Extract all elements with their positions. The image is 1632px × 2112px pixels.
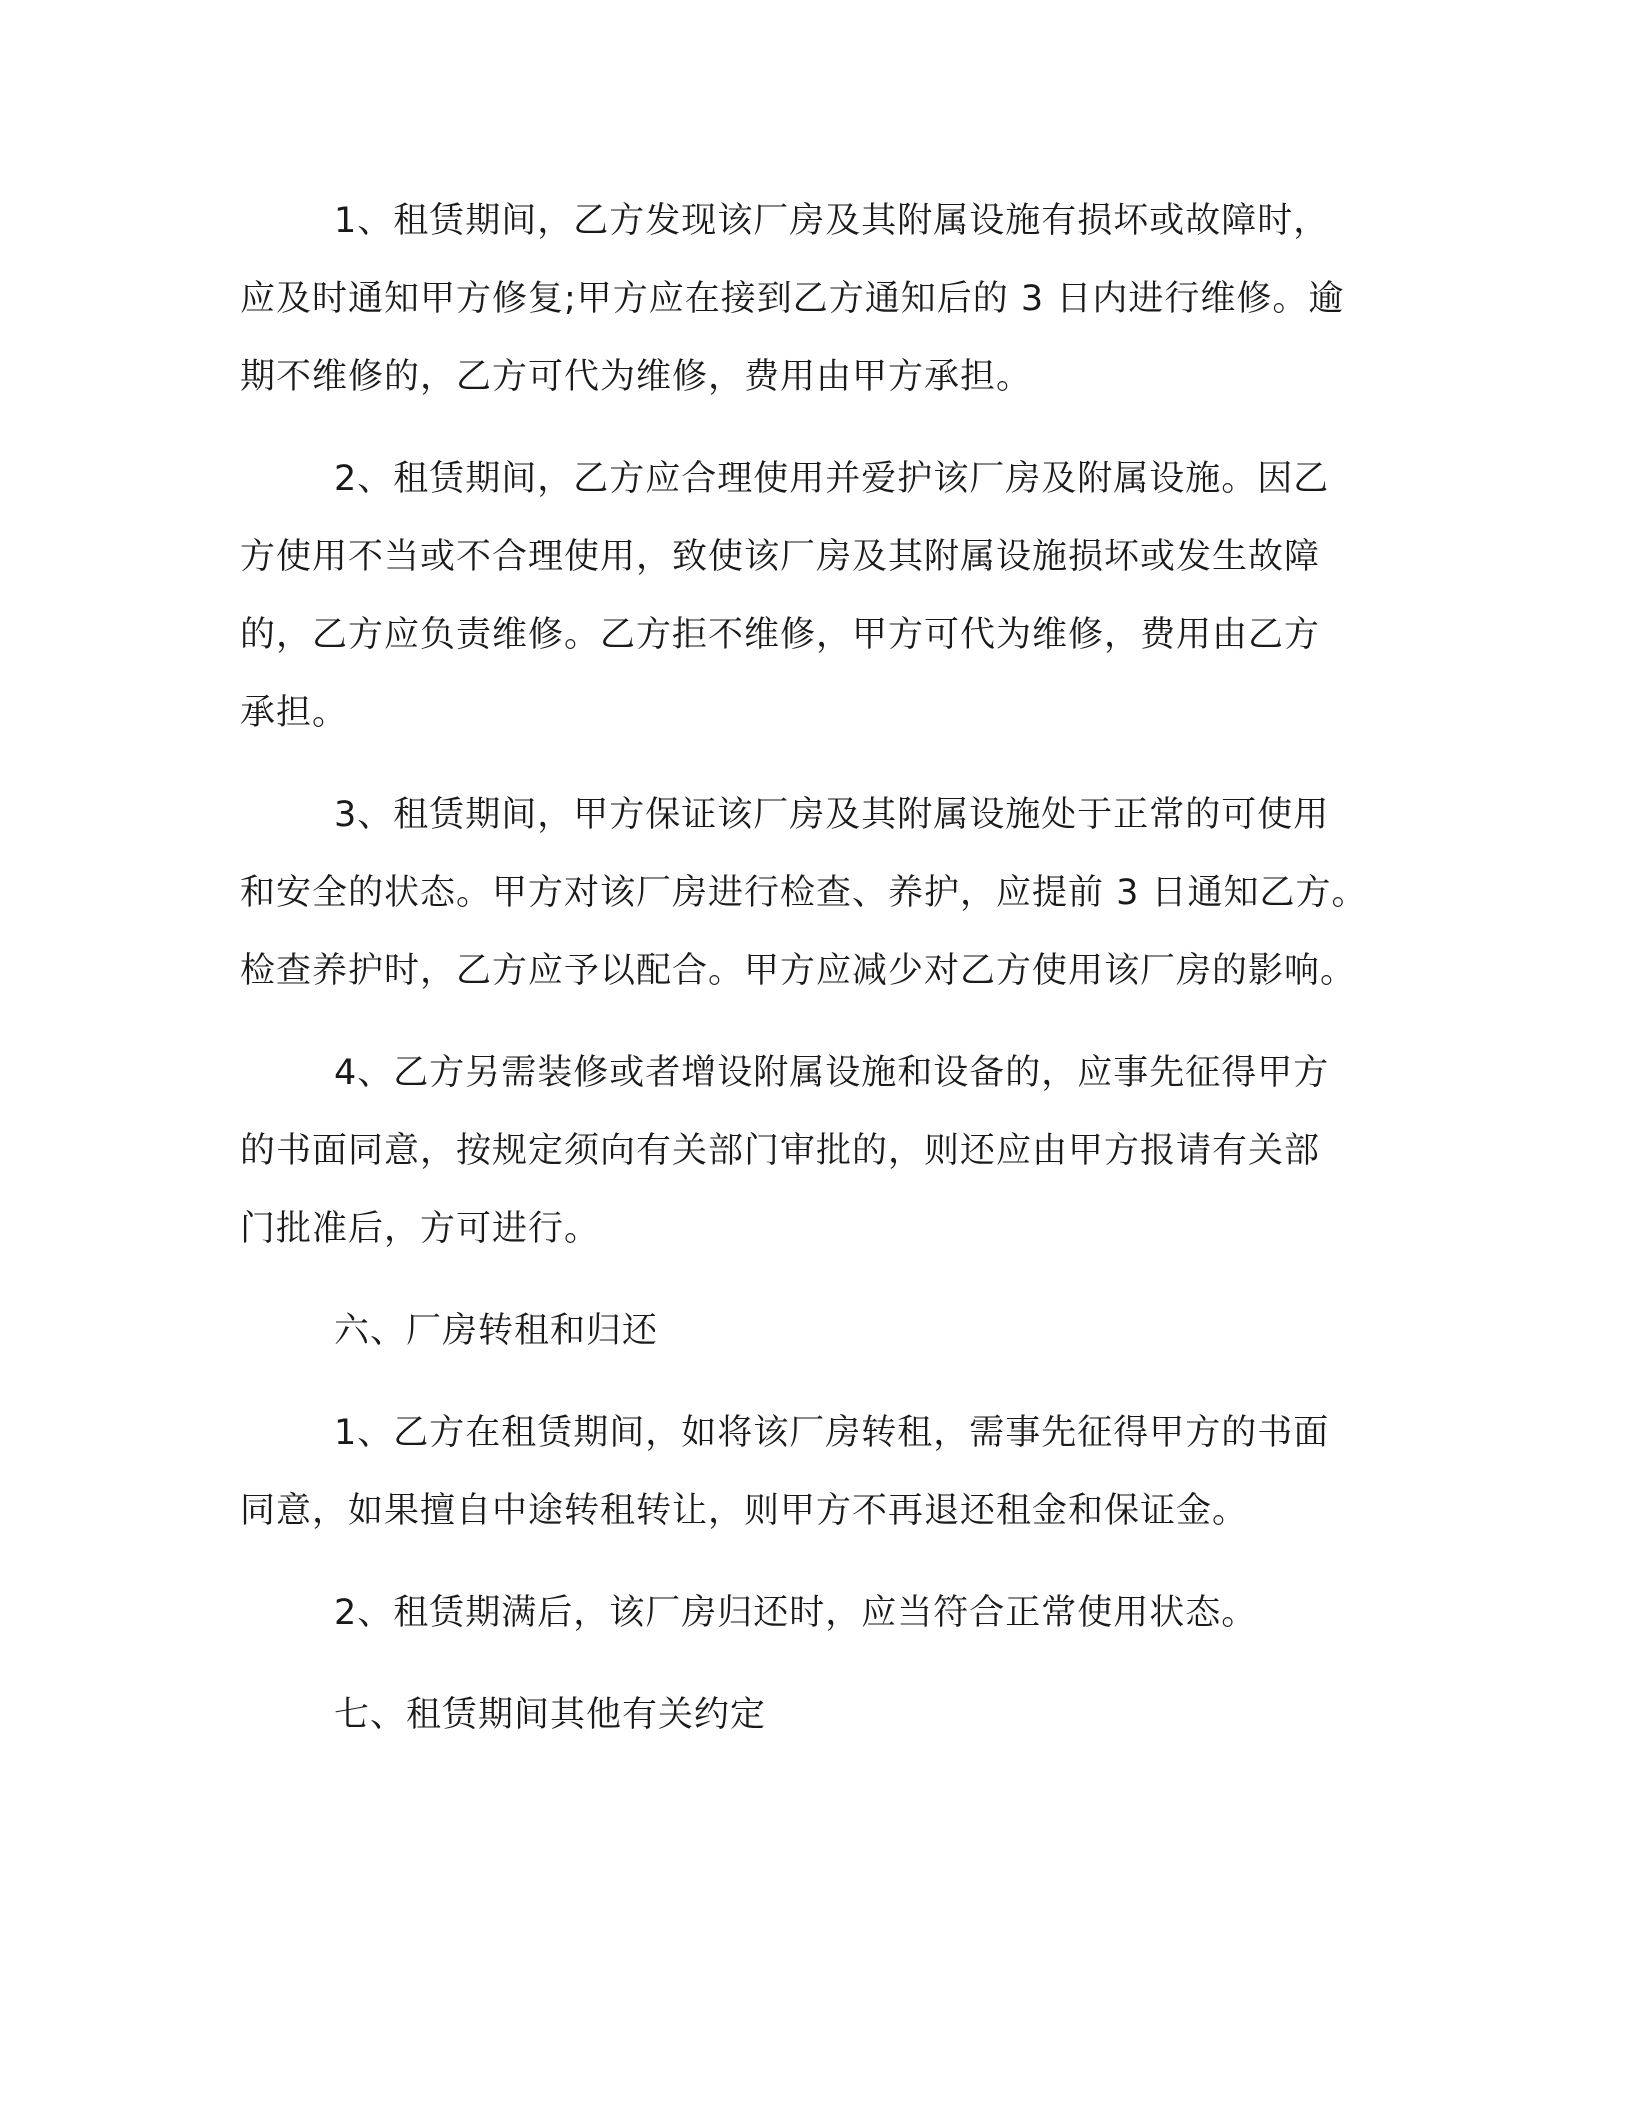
text-line: 3、租赁期间，甲方保证该厂房及其附属设施处于正常的可使用	[334, 795, 1330, 835]
text-line: 承担。	[240, 693, 349, 733]
text-line: 4、乙方另需装修或者增设附属设施和设备的，应事先征得甲方	[334, 1053, 1330, 1093]
document-page	[240, 182, 1390, 1778]
text-line: 和安全的状态。甲方对该厂房进行检查、养护，应提前 3 日通知乙方。	[240, 873, 1368, 913]
text-line: 的书面同意，按规定须向有关部门审批的，则还应由甲方报请有关部	[240, 1131, 1321, 1171]
section-heading-sublease	[240, 1292, 1390, 1370]
paragraph-repair-notice	[240, 182, 1390, 416]
text-line: 检查养护时，乙方应予以配合。甲方应减少对乙方使用该厂房的影响。	[240, 951, 1357, 991]
text-line: 同意，如果擅自中途转租转让，则甲方不再退还租金和保证金。	[240, 1491, 1249, 1531]
section-heading-other-terms	[240, 1676, 1390, 1754]
text-line: 2、租赁期满后，该厂房归还时，应当符合正常使用状态。	[334, 1593, 1258, 1633]
paragraph-sublease	[240, 1394, 1390, 1550]
text-line: 的，乙方应负责维修。乙方拒不维修，甲方可代为维修，费用由乙方	[240, 615, 1321, 655]
text-line: 1、乙方在租赁期间，如将该厂房转租，需事先征得甲方的书面	[334, 1413, 1330, 1453]
text-line: 门批准后，方可进行。	[240, 1209, 601, 1249]
text-line: 期不维修的，乙方可代为维修，费用由甲方承担。	[240, 357, 1033, 397]
text-line: 方使用不当或不合理使用，致使该厂房及其附属设施损坏或发生故障	[240, 537, 1321, 577]
paragraph-renovation	[240, 1034, 1390, 1268]
paragraph-return	[240, 1574, 1390, 1652]
text-line: 应及时通知甲方修复;甲方应在接到乙方通知后的 3 日内进行维修。逾	[240, 279, 1345, 319]
paragraph-safety-guarantee	[240, 776, 1390, 1010]
text-line: 2、租赁期间，乙方应合理使用并爱护该厂房及附属设施。因乙	[334, 459, 1330, 499]
section-heading: 七、租赁期间其他有关约定	[334, 1695, 767, 1735]
paragraph-proper-use	[240, 440, 1390, 752]
section-heading: 六、厂房转租和归还	[334, 1311, 659, 1351]
text-line: 1、租赁期间，乙方发现该厂房及其附属设施有损坏或故障时，	[334, 201, 1330, 241]
